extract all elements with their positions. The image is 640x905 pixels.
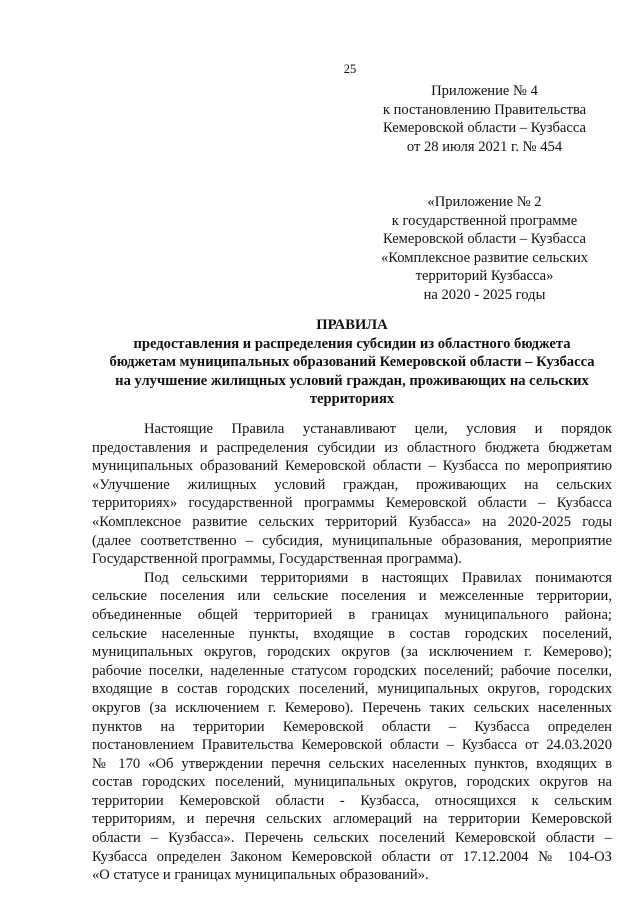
appendix-program-line: территорий Кузбасса»	[415, 268, 554, 284]
paragraph-line: рабочие поселки, наделенные статусом городских поселений; рабочие поселки,	[92, 662, 612, 679]
paragraph-line: муниципальных образований Кемеровской области – Кузбасса по мероприятию	[92, 458, 612, 475]
paragraph-line: предоставления и распределения субсидии из областного бюджета бюджетам	[92, 439, 612, 456]
paragraph-line: округов (за исключением г. Кемерово). Перечень таких сельских населенных	[92, 699, 612, 716]
paragraph-line: объединенные общей территорией в границах муниципального района;	[92, 606, 612, 623]
paragraph	[92, 569, 612, 885]
body-text	[92, 420, 612, 885]
paragraph-line: состав городских поселений, муниципальных округов, городских округов на	[92, 774, 612, 791]
paragraph-line: муниципальных округов, городских округов (за исключением г. Кемерово);	[92, 644, 612, 661]
appendix-program-line: к государственной программе	[391, 212, 578, 229]
paragraph-line: входящие в состав городских поселений, муниципальных округов, городских	[92, 681, 612, 698]
appendix-header-line: Кемеровской области – Кузбасса	[383, 120, 586, 136]
paragraph	[92, 420, 612, 569]
paragraph-line: сельские поселения или сельские поселения и межселенные территории,	[92, 588, 612, 605]
title-heading: ПРАВИЛА	[316, 317, 388, 333]
paragraph-line: Под сельскими территориями в настоящих Правилах понимаются	[144, 569, 612, 586]
paragraph-line: «Улучшение жилищных условий граждан, проживающих на сельских	[92, 476, 612, 493]
paragraph-line: территории Кемеровской области - Кузбасса, относящихся к сельским	[92, 792, 612, 809]
paragraph-line: области – Кузбасса». Перечень сельских поселений Кемеровской области –	[92, 830, 612, 847]
paragraph-line: Государственной программы, Государственная программа).	[92, 551, 462, 568]
paragraph-line: № 170 «Об утверждении перечня сельских населенных пунктов, входящих в	[92, 755, 612, 772]
appendix-program	[352, 193, 617, 304]
appendix-header-line: от 28 июля 2021 г. № 454	[406, 138, 563, 155]
title-line: предоставления и распределения субсидии из областного бюджета	[133, 335, 571, 352]
paragraph-line: территориям, и перечня сельских агломераций на территории Кемеровской	[92, 811, 612, 828]
title-line: на улучшение жилищных условий граждан, проживающих на сельских	[115, 372, 589, 389]
appendix-program-line: Кемеровской области – Кузбасса	[383, 231, 586, 247]
title-line: территориях	[309, 391, 395, 407]
paragraph-line: «О статусе и границах муниципальных образований».	[92, 867, 429, 884]
paragraph-line: территориях» государственной программы Кемеровской области – Кузбасса	[92, 495, 612, 512]
appendix-header-line: Приложение № 4	[431, 83, 538, 99]
paragraph-line: Настоящие Правила устанавливают цели, условия и порядок	[144, 421, 612, 437]
paragraph-line: пунктов на территории Кемеровской области – Кузбасса определен	[92, 718, 612, 735]
document-title	[92, 316, 612, 409]
title-line: бюджетам муниципальных образований Кемеровской области – Кузбасса	[109, 354, 595, 370]
appendix-program-line: «Комплексное развитие сельских	[380, 249, 589, 266]
paragraph-line: сельские населенные пункты, входящие в состав городских поселений,	[92, 625, 612, 642]
appendix-program-line: на 2020 - 2025 годы	[423, 286, 546, 303]
page-number: 25	[343, 62, 357, 76]
appendix-header	[352, 82, 617, 156]
paragraph-line: постановлением Правительства Кемеровской области – Кузбасса от 24.03.2020	[92, 737, 612, 754]
paragraph-line: «Комплексное развитие сельских территорий Кузбасса» на 2020-2025 годы	[92, 513, 612, 530]
appendix-header-line: к постановлению Правительства	[382, 101, 587, 118]
paragraph-line: (далее соответственно – субсидия, муниципальные образования, мероприятие	[92, 532, 612, 549]
paragraph-line: Кузбасса определен Законом Кемеровской области от 17.12.2004 № 104-ОЗ	[92, 848, 612, 865]
appendix-program-line: «Приложение № 2	[427, 194, 542, 210]
